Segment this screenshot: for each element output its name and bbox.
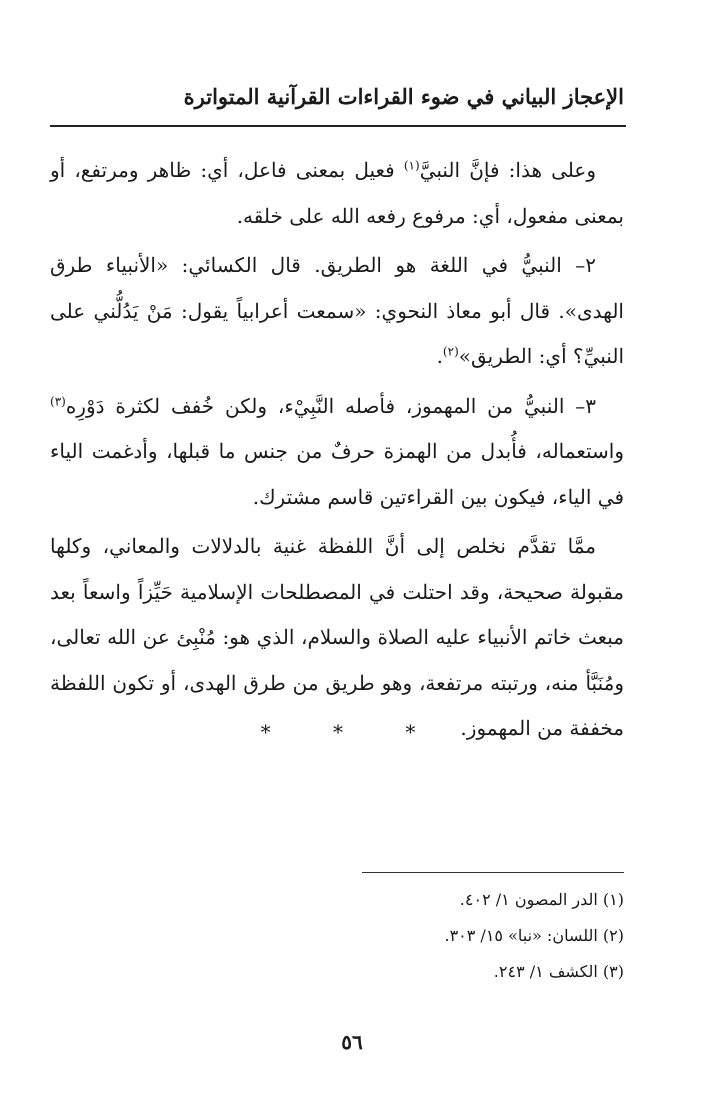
header-rule (50, 125, 626, 127)
footnote-2: (٢) اللسان: «نبا» ١٥/ ٣٠٣. (444, 926, 624, 945)
paragraph-2-text-a: ٢– النبيُّ في اللغة هو الطريق. قال الكسائي: «الأنبياء طرق الهدى». قال أبو معاذ النحوي: «سمعت أعرابياً يقول: مَنْ يَدُلُّني على النبيِّ؟ أي: الطريق» (50, 253, 624, 368)
paragraph-1 (50, 148, 624, 239)
page-number: ٥٦ (341, 1030, 363, 1054)
paragraph-3-text-a: ٣– النبيُّ من المهموز، فأصله النَّبِيْء، ولكن خُفف لكثرة دَوْرِه (65, 393, 596, 418)
running-header: الإعجاز البياني في ضوء القراءات القرآنية المتواترة (183, 84, 624, 109)
footnote-1: (١) الدر المصون ١/ ٤٠٢. (459, 890, 624, 909)
footnote-ref-1: (١) (403, 158, 420, 173)
footnote-rule (362, 872, 624, 873)
paragraph-1-text-b: فعيل بمعنى فاعل، أي: ظاهر ومرتفع، أو بمعنى مفعول، أي: مرفوع رفعه الله على خلقه. (50, 158, 624, 228)
paragraph-2 (50, 243, 624, 380)
footnote-3: (٣) الكشف ١/ ٢٤٣. (493, 962, 624, 981)
paragraph-2-text-b: . (436, 344, 443, 368)
paragraph-4-text: ممَّا تقدَّم نخلص إلى أنَّ اللفظة غنية بالدلالات والمعاني، وكلها مقبولة صحيحة، وقد احتلت في المصطلحات الإسلامية حَيِّزاً واسعاً بعد مبعث خاتم الأنبياء عليه الصلاة والسلام، الذي هو: مُنْبِئ عن الله تعالى، ومُنَبَّأ منه، ورتبته مرتفعة، وهو طريق من طرق الهدى، أو تكون اللفظة مخففة من المهموز. (50, 534, 624, 740)
footnote-ref-2: (٢) (442, 344, 459, 359)
footnote-ref-3: (٣) (50, 393, 66, 408)
paragraph-3-text-b: واستعماله، فأُبدل من الهمزة حرفٌ من جنس ما قبلها، وأدغمت الياء في الياء، فيكون بين القراءتين قاسم مشترك. (50, 439, 624, 509)
footnotes (124, 882, 624, 990)
paragraph-3 (50, 384, 624, 521)
paragraph-4 (50, 524, 624, 752)
body-text (50, 148, 624, 756)
paragraph-1-text-a: وعلى هذا: فإنَّ النبيَّ (419, 158, 597, 182)
section-separator: * * * (260, 720, 444, 744)
